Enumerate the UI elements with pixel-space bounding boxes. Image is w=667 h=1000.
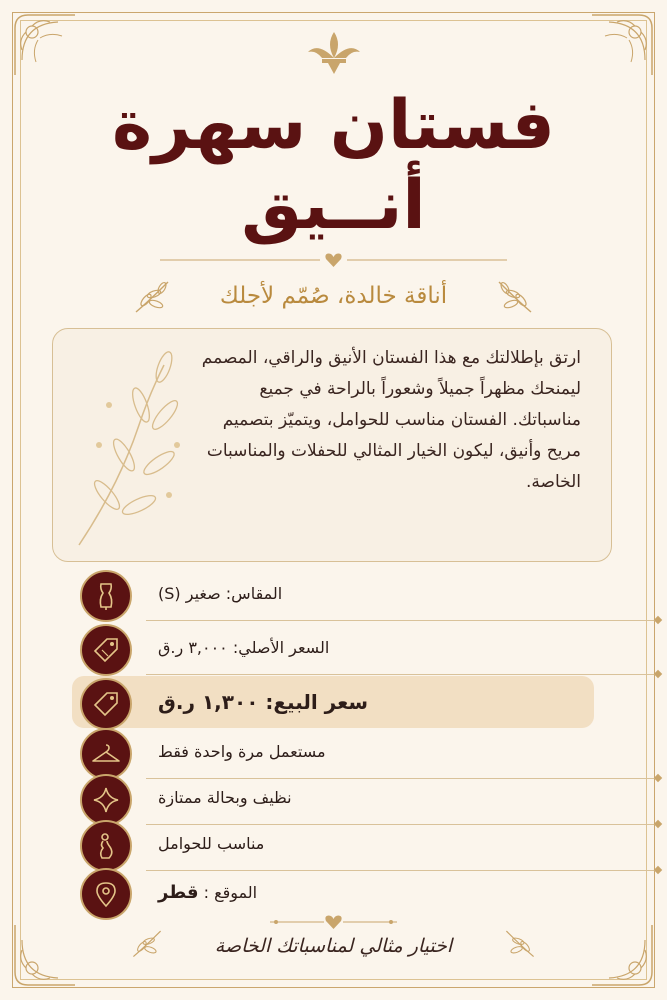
location-row [80, 868, 592, 918]
corner-ornament-icon [587, 920, 657, 990]
maternity-icon [80, 820, 132, 872]
sale-price-label: سعر البيع: ١,٣٠٠ ر.ق [158, 690, 369, 714]
laurel-sprig-icon [132, 276, 172, 316]
sparkle-icon [80, 774, 132, 826]
laurel-sprig-icon [503, 926, 537, 960]
row-divider [146, 674, 658, 675]
corner-ornament-icon [587, 10, 657, 80]
location-caption: الموقع : [203, 883, 258, 902]
corner-ornament-icon [10, 10, 80, 80]
sale-price-row [80, 678, 592, 728]
description-text: ارتق بإطلالتك مع هذا الفستان الأنيق والراقي، المصمم ليمنحك مظهراً جميلاً وشعوراً بالراحة في جميع مناسباتك. الفستان مناسب للحوامل، ويتميّز بتصميم مريح وأنيق، ليكون الخيار المثالي للحفلات والمناسبات الخاصة. [201, 348, 581, 492]
maternity-row [80, 820, 592, 870]
laurel-sprig-icon [495, 276, 535, 316]
dress-form-icon [80, 570, 132, 622]
fleur-de-lis-icon [298, 28, 370, 78]
used-once-row [80, 728, 592, 778]
heart-divider-icon [160, 250, 507, 270]
hanger-icon [80, 728, 132, 780]
price-tag-icon [80, 624, 132, 676]
title-line-1: فستان سهرة [112, 86, 555, 165]
corner-ornament-icon [10, 920, 80, 990]
sale-tag-icon [80, 678, 132, 730]
used-once-label: مستعمل مرة واحدة فقط [158, 742, 326, 761]
location-pin-icon [80, 868, 132, 920]
condition-row [80, 774, 592, 824]
description-box [52, 328, 612, 562]
condition-label: نظيف وبحالة ممتازة [158, 788, 292, 807]
footer-tagline: اختيار مثالي لمناسباتك الخاصة [214, 935, 453, 957]
size-label: المقاس: صغير (S) [158, 584, 283, 603]
location-value: قطر [158, 882, 199, 903]
original-price-label: السعر الأصلي: ٣,٠٠٠ ر.ق [158, 638, 330, 657]
row-divider [146, 620, 658, 621]
original-price-row [80, 624, 592, 674]
maternity-label: مناسب للحوامل [158, 834, 265, 853]
size-row [80, 570, 592, 620]
title-line-2: أنــيق [241, 166, 426, 245]
heart-divider-icon [270, 912, 397, 932]
location-label [158, 882, 257, 903]
subtitle: أناقة خالدة، صُمّم لأجلك [219, 283, 448, 309]
leaf-branch-icon [69, 345, 189, 555]
